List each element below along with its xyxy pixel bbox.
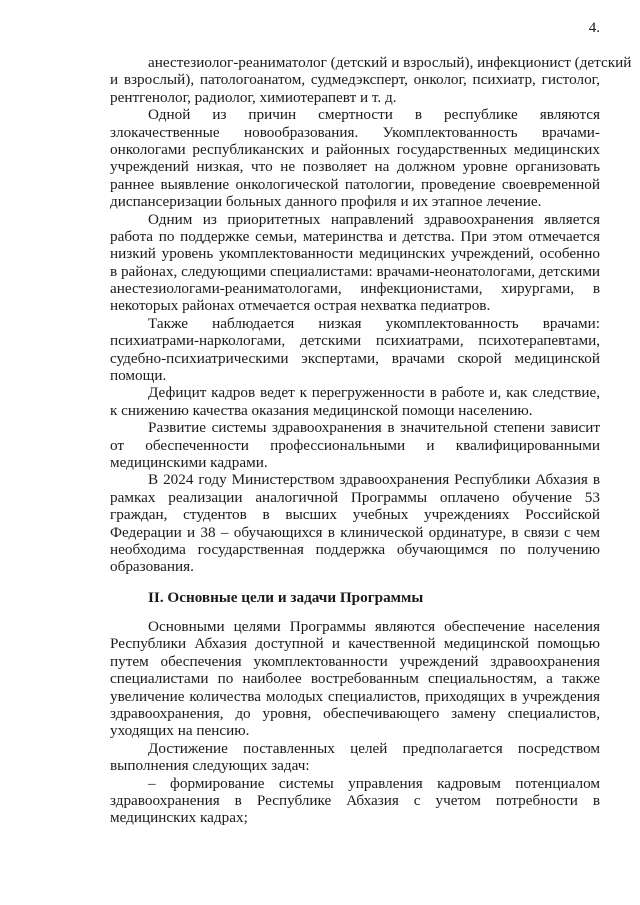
text-line: раннее выявление онкологической патологии, проведение своевременной xyxy=(110,175,600,193)
text-line: диспансеризации больных данного профиля и их этапное лечение. xyxy=(110,193,542,211)
text-line: Федерации и 38 – обучающихся в клинической ординатуре, в связи с чем xyxy=(110,523,600,541)
section-heading: II. Основные цели и задачи Программы xyxy=(148,589,424,606)
paragraph xyxy=(110,618,600,740)
text-line: анестезиолог-реаниматолог (детский и взрослый), инфекционист (детский xyxy=(148,54,632,71)
text-line: помощи. xyxy=(110,367,167,385)
text-line: Дефицит кадров ведет к перегруженности в работе и, как следствие, xyxy=(148,384,600,402)
section-intro-text xyxy=(110,54,632,576)
text-line: Основными целями Программы являются обеспечение населения xyxy=(148,618,600,635)
text-line: выполнения следующих задач: xyxy=(110,757,310,775)
text-line: специалистами по наиболее востребованным специальностям, а также xyxy=(110,670,600,688)
text-line: к снижению качества оказания медицинской помощи населению. xyxy=(110,401,533,419)
paragraph xyxy=(110,315,600,385)
text-line: Одним из приоритетных направлений здравоохранения является xyxy=(148,210,600,228)
paragraph xyxy=(110,775,600,827)
text-line: образования. xyxy=(110,558,194,576)
text-line: учреждений низкая, что не позволяет на должном уровне организовать xyxy=(110,158,600,176)
text-line: медицинскими кадрами. xyxy=(110,453,268,471)
text-line: в районах, следующими специалистами: врачами-неонатологами, детскими xyxy=(110,262,601,280)
paragraph xyxy=(110,211,600,315)
text-line: некоторых районах отмечается острая нехватка педиатров. xyxy=(110,297,491,315)
text-line: от обеспеченности профессиональными и квалифицированными xyxy=(110,436,600,454)
paragraph xyxy=(110,471,600,575)
text-line: анестезиологами-реаниматологами, инфекционистами, хирургами, в xyxy=(110,280,600,298)
text-line: увеличение количества молодых специалистов, приходящих в учреждения xyxy=(110,687,600,705)
text-line: психиатрами-наркологами, детскими психиатрами, психотерапевтами, xyxy=(110,332,600,350)
text-line: онкологами республиканских и районных государственных медицинских xyxy=(110,140,600,158)
text-line: Также наблюдается низкая укомплектованность врачами: xyxy=(148,314,600,332)
text-line: медицинских кадрах; xyxy=(110,809,248,827)
text-line: Развитие системы здравоохранения в значительной степени зависит xyxy=(148,419,600,437)
text-line: рамках реализации аналогичной Программы оплачено обучение 53 xyxy=(110,488,600,506)
text-line: судебно-психиатрическими экспертами, врачами скорой медицинской xyxy=(110,349,600,367)
text-line: уходящих на пенсию. xyxy=(110,722,250,740)
text-line: В 2024 году Министерством здравоохранения Республики Абхазия в xyxy=(148,471,600,489)
paragraph xyxy=(110,106,600,210)
paragraph xyxy=(110,419,600,471)
text-line: Одной из причин смертности в республике являются xyxy=(148,106,600,124)
page-number: 4. xyxy=(588,20,600,36)
paragraph xyxy=(110,54,632,106)
text-line: и взрослый), патологоанатом, судмедэксперт, онколог, психиатр, гистолог, xyxy=(110,71,600,89)
paragraph xyxy=(110,740,600,775)
section-goals-text xyxy=(110,618,600,827)
text-line: путем обеспечения укомплектованности учреждений здравоохранения xyxy=(110,652,600,670)
text-line: – формирование системы управления кадровым потенциалом xyxy=(148,774,600,792)
text-line: необходима государственная поддержка обучающимся по получению xyxy=(110,540,600,558)
text-line: Республики Абхазия доступной и качественной медицинской помощью xyxy=(110,635,600,653)
text-line: Достижение поставленных целей предполагается посредством xyxy=(148,739,600,757)
text-line: здравоохранения в Республике Абхазия с учетом потребности в xyxy=(110,791,600,809)
text-line: граждан, студентов в высших учебных учреждениях Российской xyxy=(110,506,600,524)
text-line: здравоохранения, до уровня, обеспечивающего замену специалистов, xyxy=(110,704,600,722)
text-line: злокачественные новообразования. Укомплектованность врачами- xyxy=(110,123,600,141)
text-line: работа по поддержке семьи, материнства и детства. При этом отмечается xyxy=(110,227,600,245)
text-line: рентгенолог, радиолог, химиотерапевт и т. д. xyxy=(110,88,397,106)
paragraph xyxy=(110,384,600,419)
text-line: низкий уровень укомплектованности медицинских учреждений, особенно xyxy=(110,245,600,263)
